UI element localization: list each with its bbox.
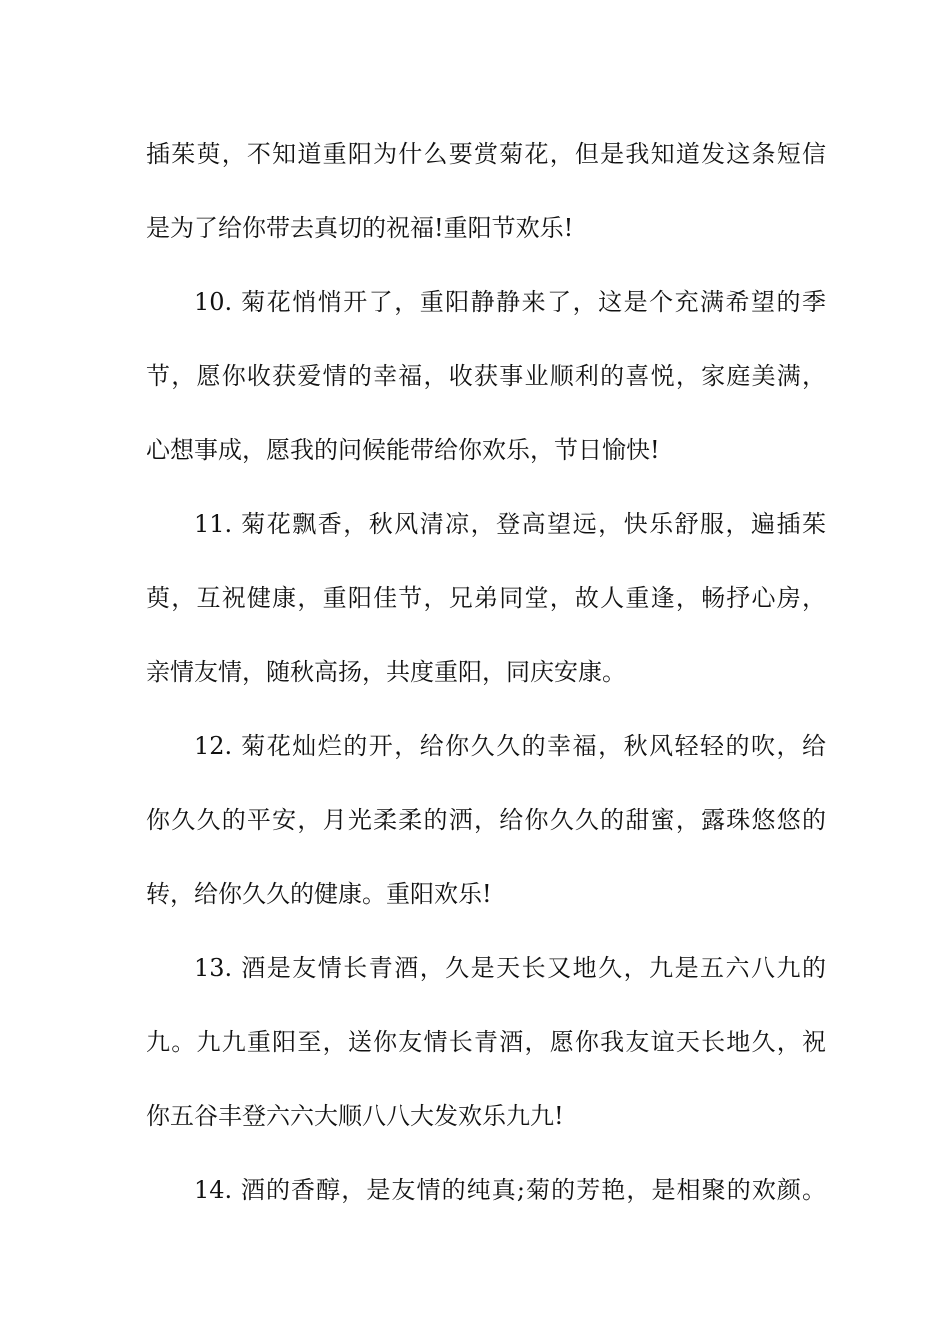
paragraph-12-start: 12. 菊花灿烂的开，给你久久的幸福，秋风轻轻的吹，给 [194,732,826,760]
text-line: 转，给你久久的健康。重阳欢乐! [146,880,492,908]
text-line: 是为了给你带去真切的祝福!重阳节欢乐! [146,214,574,242]
text-line: 亲情友情，随秋高扬，共度重阳，同庆安康。 [146,658,626,686]
text-line: 你五谷丰登六六大顺八八大发欢乐九九! [146,1102,564,1130]
text-line: 插茱萸，不知道重阳为什么要赏菊花，但是我知道发这条短信 [146,140,826,168]
paragraph-13-start: 13. 酒是友情长青酒，久是天长又地久，九是五六八九的 [194,954,826,982]
paragraph-11-start: 11. 菊花飘香，秋风清凉，登高望远，快乐舒服，遍插茱 [194,510,826,538]
text-line: 节，愿你收获爱情的幸福，收获事业顺利的喜悦，家庭美满， [146,362,826,390]
text-line: 萸，互祝健康，重阳佳节，兄弟同堂，故人重逢，畅抒心房， [146,584,826,612]
paragraph-14-start: 14. 酒的香醇，是友情的纯真;菊的芳艳，是相聚的欢颜。 [194,1176,826,1204]
text-line: 心想事成，愿我的问候能带给你欢乐，节日愉快! [146,436,660,464]
text-line: 九。九九重阳至，送你友情长青酒，愿你我友谊天长地久，祝 [146,1028,826,1056]
text-line: 你久久的平安，月光柔柔的洒，给你久久的甜蜜，露珠悠悠的 [146,806,826,834]
paragraph-10-start: 10. 菊花悄悄开了，重阳静静来了，这是个充满希望的季 [194,288,826,316]
